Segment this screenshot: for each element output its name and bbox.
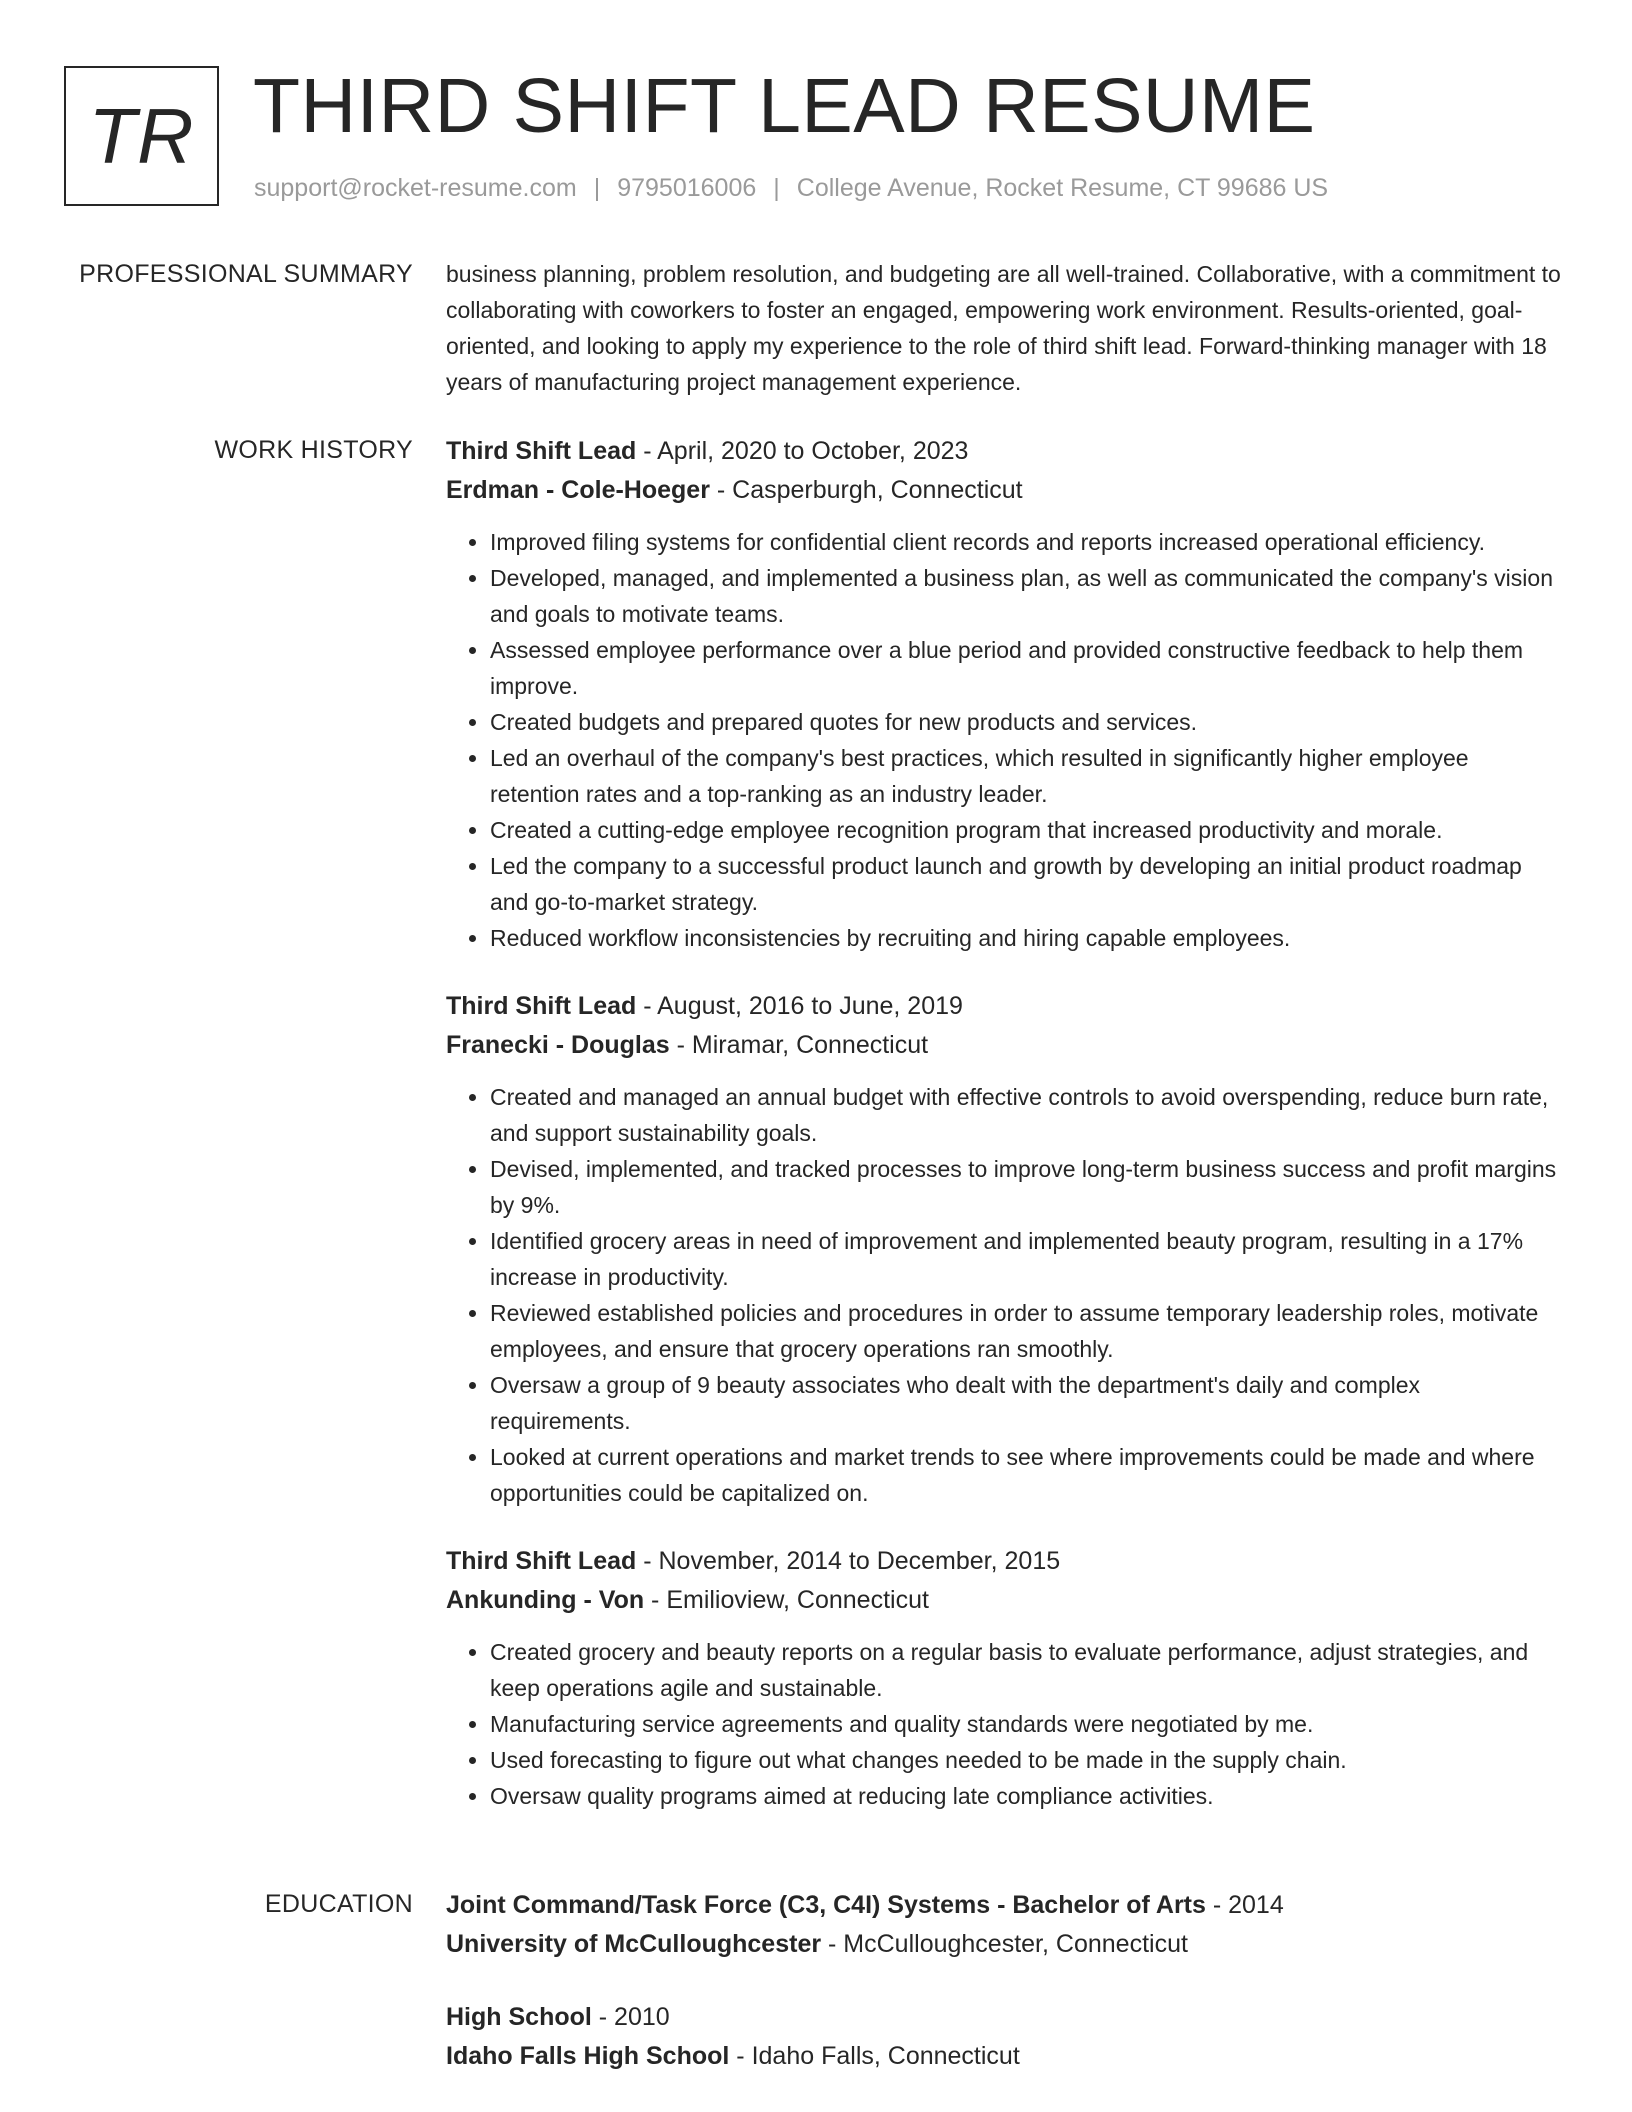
bullet-item: • Developed, managed, and implemented a business plan, as well as communicated the company's vision and goals to motivate teams. <box>490 560 1562 632</box>
job-bullets <box>446 524 1562 956</box>
degree-line <box>446 1886 1562 1925</box>
degree-year: 2010 <box>614 2003 670 2031</box>
page-title: THIRD SHIFT LEAD RESUME <box>253 63 1316 149</box>
job-bullets <box>446 1634 1562 1814</box>
dash-separator: - <box>821 1930 844 1958</box>
bullet-item: • Created grocery and beauty reports on a regular basis to evaluate performance, adjust strategies, and keep operations agile and sustainable. <box>490 1634 1562 1706</box>
bullet-item: • Looked at current operations and market trends to see where improvements could be made and where opportunities could be capitalized on. <box>490 1439 1562 1511</box>
bullet-item: • Oversaw a group of 9 beauty associates who dealt with the department's daily and complex requirements. <box>490 1367 1562 1439</box>
dash-separator: - <box>669 1031 692 1059</box>
job-company-line <box>446 1026 1562 1065</box>
section-label-work-history: WORK HISTORY <box>214 436 413 464</box>
dash-separator: - <box>636 437 658 465</box>
job-title-line <box>446 1542 1562 1581</box>
bullet-item: • Improved filing systems for confidential client records and reports increased operational efficiency. <box>490 524 1562 560</box>
job-title-line <box>446 432 1562 471</box>
bullet-item: • Created budgets and prepared quotes for new products and services. <box>490 704 1562 740</box>
dash-separator: - <box>591 2003 615 2031</box>
bullet-item: • Created a cutting-edge employee recognition program that increased productivity and morale. <box>490 812 1562 848</box>
degree-line <box>446 1998 1562 2037</box>
school-line <box>446 2037 1562 2076</box>
bullet-item: • Used forecasting to figure out what changes needed to be made in the supply chain. <box>490 1742 1562 1778</box>
job-company-line <box>446 471 1562 510</box>
section-label-summary: PROFESSIONAL SUMMARY <box>79 260 413 288</box>
dash-separator: - <box>1205 1891 1229 1919</box>
bullet-item: • Oversaw quality programs aimed at reducing late compliance activities. <box>490 1778 1562 1814</box>
dash-separator: - <box>636 992 658 1020</box>
degree-name: Joint Command/Task Force (C3, C4I) Systems - Bachelor of Arts <box>446 1891 1206 1919</box>
job-title-line <box>446 987 1562 1026</box>
education-list <box>446 1886 1562 2110</box>
resume-header <box>64 63 1632 210</box>
section-label-education: EDUCATION <box>264 1890 413 1918</box>
monogram-badge: TR <box>64 66 219 206</box>
school-location: McCulloughcester, Connecticut <box>843 1930 1188 1958</box>
job-company: Franecki - Douglas <box>446 1031 670 1059</box>
bullet-item: • Led the company to a successful product launch and growth by developing an initial product roadmap and go-to-market strategy. <box>490 848 1562 920</box>
contact-email: support@rocket-resume.com <box>254 174 577 202</box>
school-location: Idaho Falls, Connecticut <box>751 2042 1020 2070</box>
job-entry <box>446 432 1562 956</box>
job-dates: August, 2016 to June, 2019 <box>657 992 963 1020</box>
work-history-list <box>446 432 1562 1845</box>
contact-separator: | <box>593 174 601 202</box>
job-title: Third Shift Lead <box>446 992 637 1020</box>
dash-separator: - <box>729 2042 752 2070</box>
contact-address: College Avenue, Rocket Resume, CT 99686 US <box>796 174 1329 202</box>
job-location: Casperburgh, Connecticut <box>732 476 1023 504</box>
job-entry <box>446 987 1562 1511</box>
job-dates: November, 2014 to December, 2015 <box>658 1547 1061 1575</box>
job-company: Erdman - Cole-Hoeger <box>446 476 710 504</box>
job-company: Ankunding - Von <box>446 1586 645 1614</box>
summary-text: business planning, problem resolution, and budgeting are all well-trained. Collaborative, with a commitment to collaborating with coworkers to foster an engaged, empowering work environment. Results-oriented, goal-oriented, and looking to apply my experience to the role of third shift lead. Forward-thinking manager with 18 years of manufacturing project management experience. <box>446 261 1561 395</box>
degree-name: High School <box>446 2003 592 2031</box>
school-line <box>446 1925 1562 1964</box>
job-title: Third Shift Lead <box>446 1547 637 1575</box>
job-location: Miramar, Connecticut <box>691 1031 929 1059</box>
dash-separator: - <box>709 476 733 504</box>
bullet-item: • Assessed employee performance over a blue period and provided constructive feedback to help them improve. <box>490 632 1562 704</box>
education-entry <box>446 1998 1562 2076</box>
degree-year: 2014 <box>1228 1891 1284 1919</box>
contact-separator: | <box>773 174 780 202</box>
education-entry <box>446 1886 1562 1964</box>
job-dates: April, 2020 to October, 2023 <box>657 437 969 465</box>
bullet-item: • Created and managed an annual budget with effective controls to avoid overspending, reduce burn rate, and support sustainability goals. <box>490 1079 1562 1151</box>
job-bullets <box>446 1079 1562 1511</box>
job-location: Emilioview, Connecticut <box>666 1586 929 1614</box>
bullet-item: • Reviewed established policies and procedures in order to assume temporary leadership roles, motivate employees, and ensure that grocery operations ran smoothly. <box>490 1295 1562 1367</box>
job-company-line <box>446 1581 1562 1620</box>
bullet-item: • Identified grocery areas in need of improvement and implemented beauty program, resulting in a 17% increase in productivity. <box>490 1223 1562 1295</box>
dash-separator: - <box>644 1586 667 1614</box>
bullet-item: • Manufacturing service agreements and quality standards were negotiated by me. <box>490 1706 1562 1742</box>
school-name: Idaho Falls High School <box>446 2042 730 2070</box>
bullet-item: • Led an overhaul of the company's best practices, which resulted in significantly higher employee retention rates and a top-ranking as an industry leader. <box>490 740 1562 812</box>
contact-line <box>254 174 1328 203</box>
job-title: Third Shift Lead <box>446 437 637 465</box>
school-name: University of McCulloughcester <box>446 1930 822 1958</box>
job-entry <box>446 1542 1562 1814</box>
bullet-item: • Reduced workflow inconsistencies by recruiting and hiring capable employees. <box>490 920 1562 956</box>
dash-separator: - <box>636 1547 659 1575</box>
contact-phone: 9795016006 <box>617 174 757 202</box>
bullet-item: • Devised, implemented, and tracked processes to improve long-term business success and profit margins by 9%. <box>490 1151 1562 1223</box>
